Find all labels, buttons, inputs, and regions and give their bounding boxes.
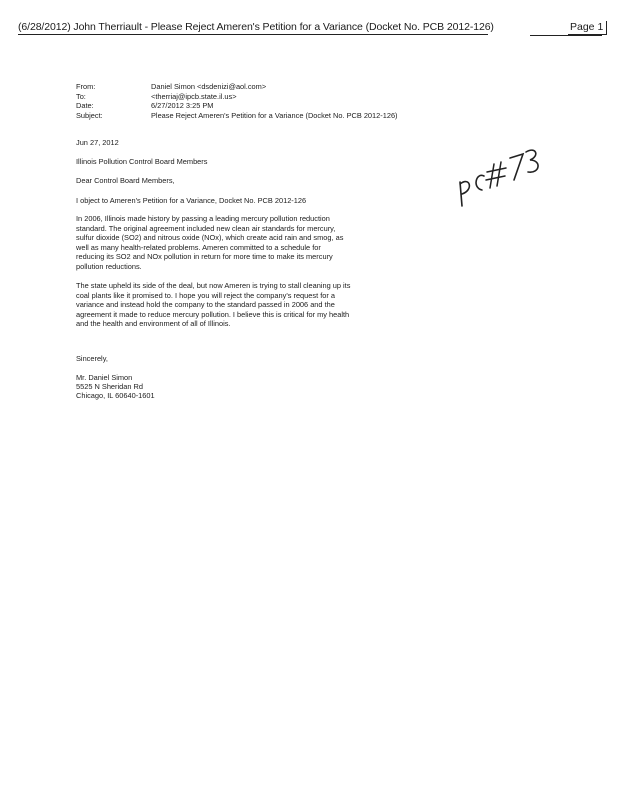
meta-key: Subject: <box>76 110 103 120</box>
signature-city: Chicago, IL 60640-1601 <box>76 391 155 400</box>
meta-to <box>76 92 398 102</box>
paragraph-text: The state upheld its side of the deal, but now Ameren is trying to stall cleaning up its coal plants like it promised to. I hope you will reject the company's request for a variance and instead hold the company to the standard passed in 2006 and the agreement it made to reduce mercury pollution. I believe this is critical for my health and the health and environment of all of Illinois. <box>76 281 351 329</box>
handwritten-exhibit-stamp <box>450 142 550 212</box>
letter-closing: Sincerely, <box>76 354 108 363</box>
meta-key: From: <box>76 82 96 91</box>
email-meta <box>76 82 398 120</box>
page-number: Page 1 <box>568 21 607 35</box>
signature-name: Mr. Daniel Simon <box>76 373 133 382</box>
meta-value: Please Reject Ameren's Petition for a Variance (Docket No. PCB 2012-126) <box>151 110 398 120</box>
letter-salutation: Dear Control Board Members, <box>76 176 175 185</box>
letter-paragraph-1 <box>76 214 351 272</box>
letter-paragraph-2 <box>76 281 351 329</box>
paragraph-text: In 2006, Illinois made history by passing a leading mercury pollution reduction standard. The original agreement included new clean air standards for mercury, sulfur dioxide (SO2) and nitrous oxide (NOx), which create acid rain and smog, as well as many health-related problems. Ameren committed to a schedule for reducing its SO2 and NOx pollution in return for more time to make its mercury pollution reductions. <box>76 214 344 271</box>
letter-recipient: Illinois Pollution Control Board Members <box>76 157 208 166</box>
meta-value: <therriaj@ipcb.state.il.us> <box>151 91 237 101</box>
meta-key: To: <box>76 91 86 101</box>
meta-subject <box>76 111 398 121</box>
meta-value: Daniel Simon <dsdenizi@aol.com> <box>151 82 267 91</box>
meta-value: 6/27/2012 3:25 PM <box>151 101 214 111</box>
letter-objection: I object to Ameren's Petition for a Variance, Docket No. PCB 2012-126 <box>76 196 307 205</box>
meta-key: Date: <box>76 101 94 111</box>
header-rule <box>530 35 602 36</box>
header-title: (6/28/2012) John Therriault - Please Reject Ameren's Petition for a Variance (Docket No. PCB 2012-126) <box>18 21 494 33</box>
meta-date <box>76 101 398 111</box>
meta-from <box>76 82 398 92</box>
letter-date: Jun 27, 2012 <box>76 138 119 147</box>
signature-address: 5525 N Sheridan Rd <box>76 382 143 391</box>
